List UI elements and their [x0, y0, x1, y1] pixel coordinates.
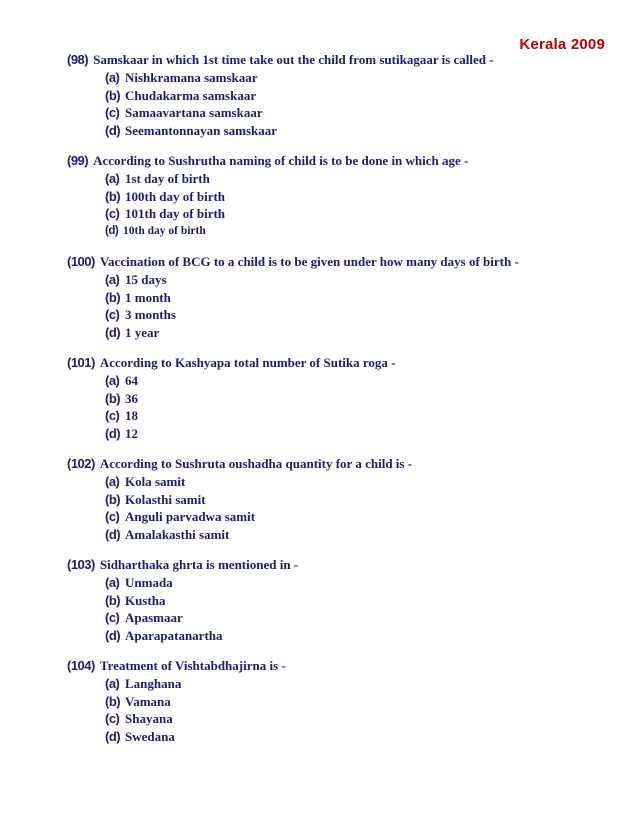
option-text: Seemantonnayan samskaar [125, 122, 278, 138]
option-text: 1st day of birth [125, 171, 210, 186]
option-text: Vamana [125, 693, 171, 709]
option-text: Nishkramana samskaar [125, 70, 258, 85]
question-number: (100) [67, 254, 95, 269]
option-label: (a) [105, 474, 120, 489]
options-list [67, 68, 607, 139]
question-number: (99) [67, 153, 89, 168]
option-d [105, 728, 607, 746]
option-text: Kolasthi samit [125, 491, 206, 507]
option-label: (d) [105, 224, 119, 237]
question-block-101 [67, 354, 607, 442]
option-a [105, 271, 607, 289]
option-text: 12 [125, 425, 138, 441]
question-number: (103) [67, 557, 95, 572]
option-c [105, 710, 607, 728]
option-text: Kola samit [125, 474, 186, 489]
question-text: Sidharthaka ghrta is mentioned in - [99, 557, 299, 572]
option-text: Apasmaar [125, 610, 183, 625]
question-text: Vaccination of BCG to a child is to be given under how many days of birth - [99, 254, 519, 269]
option-text: 36 [125, 390, 138, 406]
question-number: (102) [67, 456, 95, 471]
options-list [67, 472, 607, 543]
question-block-104 [67, 657, 607, 745]
option-text: Swedana [125, 728, 175, 744]
option-text: Kustha [125, 592, 166, 608]
option-b [105, 289, 607, 307]
option-b [105, 390, 607, 408]
question-block-102 [67, 455, 607, 543]
option-c [105, 609, 607, 627]
question-line [67, 152, 607, 169]
option-text: Unmada [125, 575, 173, 590]
option-a [105, 675, 607, 693]
question-block-103 [67, 556, 607, 644]
question-block-100 [67, 253, 607, 341]
option-b [105, 693, 607, 711]
question-line [67, 51, 607, 68]
option-label: (c) [105, 610, 120, 625]
option-a [105, 170, 607, 188]
options-list [67, 674, 607, 745]
questions-list [67, 51, 607, 758]
option-text: 3 months [125, 307, 176, 322]
option-label: (d) [105, 122, 121, 138]
option-d [105, 627, 607, 645]
options-list [67, 573, 607, 644]
option-label: (c) [105, 408, 120, 423]
option-text: 1 month [125, 289, 171, 305]
option-label: (d) [105, 728, 121, 744]
option-text: Anguli parvadwa samit [125, 509, 256, 524]
option-label: (b) [105, 693, 121, 709]
option-a [105, 69, 607, 87]
option-text: 101th day of birth [125, 206, 226, 221]
option-label: (a) [105, 676, 120, 691]
option-text: Aparapatanartha [125, 627, 223, 643]
option-text: Chudakarma samskaar [125, 87, 257, 103]
option-text: 1 year [125, 324, 160, 340]
options-list [67, 169, 607, 240]
option-label: (c) [105, 307, 120, 322]
option-label: (c) [105, 206, 120, 221]
option-d [105, 425, 607, 443]
option-text: Amalakasthi samit [125, 526, 230, 542]
option-label: (c) [105, 105, 120, 120]
option-label: (c) [105, 509, 120, 524]
option-c [105, 104, 607, 122]
option-label: (b) [105, 87, 121, 103]
option-b [105, 87, 607, 105]
option-label: (d) [105, 526, 121, 542]
option-label: (d) [105, 324, 121, 340]
question-block-99 [67, 152, 607, 240]
options-list [67, 270, 607, 341]
question-line [67, 354, 607, 371]
question-number: (98) [67, 52, 89, 67]
option-b [105, 592, 607, 610]
option-label: (b) [105, 390, 121, 406]
question-text: Treatment of Vishtabdhajirna is - [99, 658, 286, 673]
question-text: According to Kashyapa total number of Sutika roga - [99, 355, 396, 370]
option-label: (a) [105, 575, 120, 590]
exam-year-tag: Kerala 2009 [519, 36, 605, 53]
option-d [105, 223, 607, 241]
option-label: (a) [105, 373, 120, 388]
option-text: Shayana [125, 711, 173, 726]
option-label: (a) [105, 70, 120, 85]
option-label: (a) [105, 272, 120, 287]
option-a [105, 372, 607, 390]
option-label: (d) [105, 627, 121, 643]
question-number: (101) [67, 355, 95, 370]
option-text: 10th day of birth [123, 224, 206, 237]
option-text: Samaavartana samskaar [125, 105, 263, 120]
option-c [105, 407, 607, 425]
question-block-98 [67, 51, 607, 139]
option-label: (d) [105, 425, 121, 441]
options-list [67, 371, 607, 442]
option-b [105, 188, 607, 206]
option-a [105, 473, 607, 491]
option-label: (b) [105, 491, 121, 507]
option-label: (b) [105, 188, 121, 204]
question-text: According to Sushrutha naming of child is to be done in which age - [93, 153, 469, 168]
option-b [105, 491, 607, 509]
option-d [105, 122, 607, 140]
question-line [67, 556, 607, 573]
option-text: 64 [125, 373, 138, 388]
option-label: (a) [105, 171, 120, 186]
option-d [105, 324, 607, 342]
option-label: (b) [105, 592, 121, 608]
option-text: Langhana [125, 676, 182, 691]
question-line [67, 657, 607, 674]
option-d [105, 526, 607, 544]
option-text: 100th day of birth [125, 188, 226, 204]
question-number: (104) [67, 658, 95, 673]
option-label: (c) [105, 711, 120, 726]
question-line [67, 253, 607, 270]
question-text: Samskaar in which 1st time take out the child from sutikagaar is called - [93, 52, 494, 67]
option-label: (b) [105, 289, 121, 305]
option-c [105, 508, 607, 526]
option-c [105, 306, 607, 324]
option-a [105, 574, 607, 592]
question-text: According to Sushruta oushadha quantity for a child is - [99, 456, 413, 471]
question-line [67, 455, 607, 472]
option-c [105, 205, 607, 223]
option-text: 18 [125, 408, 138, 423]
option-text: 15 days [125, 272, 167, 287]
